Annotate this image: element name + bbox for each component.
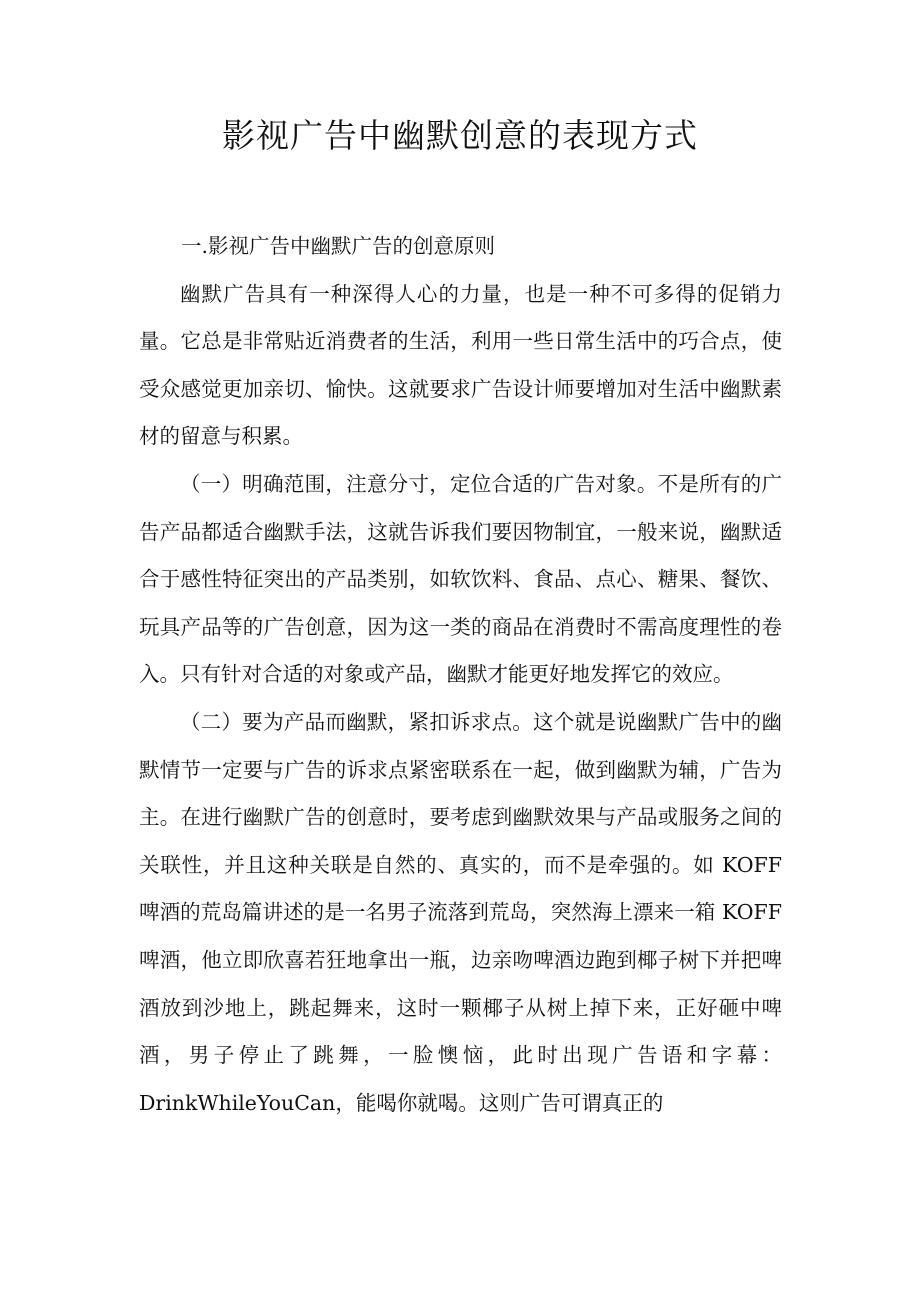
document-body	[139, 223, 782, 1127]
paragraph-principle-2: （二）要为产品而幽默，紧扣诉求点。这个就是说幽默广告中的幽默情节一定要与广告的诉求点紧密联系在一起，做到幽默为辅，广告为主。在进行幽默广告的创意时，要考虑到幽默效果与产品或服务之间的关联性，并且这种关联是自然的、真实的，而不是牵强的。如 KOFF 啤酒的荒岛篇讲述的是一名男子流落到荒岛，突然海上漂来一箱 KOFF 啤酒，他立即欣喜若狂地拿出一瓶，边亲吻啤酒边跑到椰子树下并把啤酒放到沙地上，跳起舞来，这时一颗椰子从树上掉下来，正好砸中啤酒，男子停止了跳舞，一脸懊恼，此时出现广告语和字幕：DrinkWhileYouCan，能喝你就喝。这则广告可谓真正的	[139, 709, 782, 1115]
document-title: 影视广告中幽默创意的表现方式	[222, 116, 698, 155]
paragraph-intro: 幽默广告具有一种深得人心的力量，也是一种不可多得的促销力量。它总是非常贴近消费者的生活，利用一些日常生活中的巧合点，使受众感觉更加亲切、愉快。这就要求广告设计师要增加对生活中幽默素材的留意与积累。	[139, 281, 782, 449]
section-heading: 一.影视广告中幽默广告的创意原则	[181, 234, 496, 258]
paragraph-principle-1: （一）明确范围，注意分寸，定位合适的广告对象。不是所有的广告产品都适合幽默手法，这就告诉我们要因物制宜，一般来说，幽默适合于感性特征突出的产品类别，如软饮料、食品、点心、糖果、餐饮、玩具产品等的广告创意，因为这一类的商品在消费时不需高度理性的卷入。只有针对合适的对象或产品，幽默才能更好地发挥它的效应。	[139, 471, 782, 687]
